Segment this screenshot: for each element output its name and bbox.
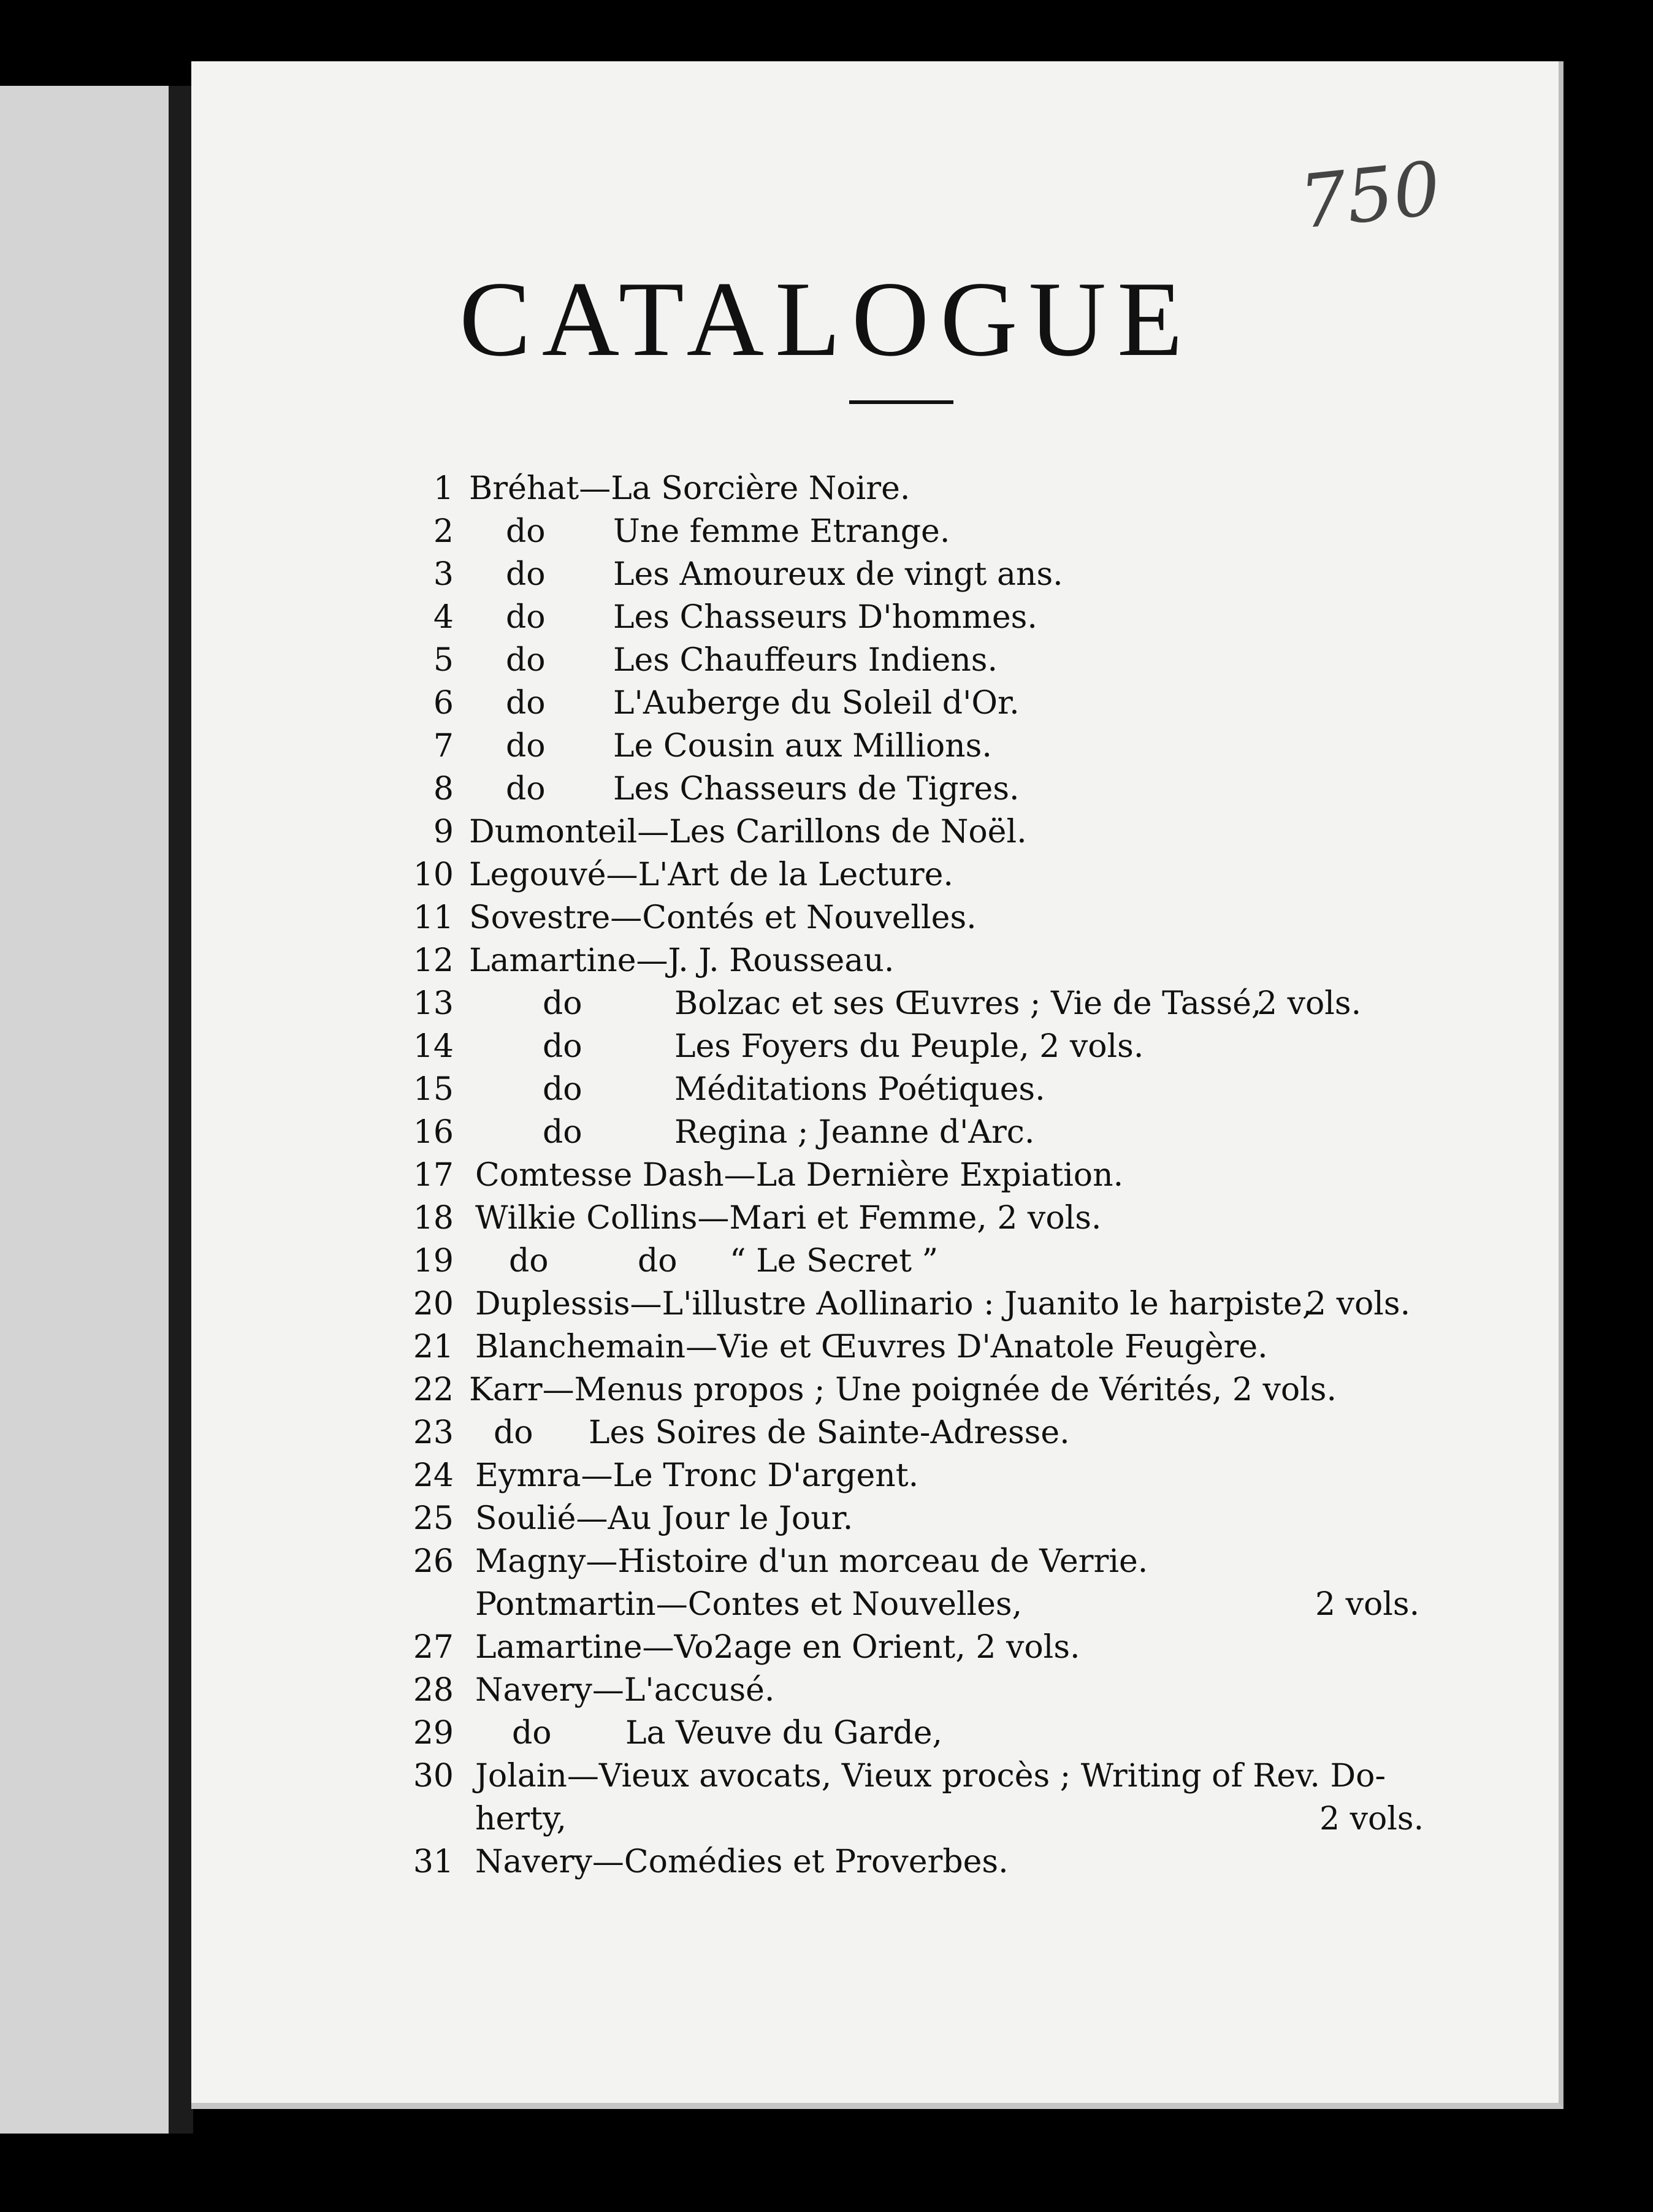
catalogue-entry: [0, 1025, 1653, 1068]
entry-author: do: [506, 513, 546, 550]
entry-number: 26: [413, 1543, 454, 1580]
entry-number: 30: [413, 1758, 454, 1794]
catalogue-entry: [0, 768, 1653, 810]
entry-title: La Veuve du Garde,: [625, 1715, 943, 1752]
entry-author: Magny—Histoire d'un morceau de Verrie.: [475, 1543, 1148, 1580]
entry-title: Bolzac et ses Œuvres ; Vie de Tassé,: [674, 985, 1262, 1022]
entry-title: Les Amoureux de vingt ans.: [613, 556, 1063, 593]
entry-number: 7: [433, 728, 454, 765]
entry-title: Méditations Poétiques.: [674, 1071, 1045, 1108]
entry-number: 4: [433, 599, 454, 636]
entry-author: Wilkie Collins—Mari et Femme, 2 vols.: [475, 1200, 1102, 1237]
entry-title: “ Le Secret ”: [730, 1243, 939, 1280]
entry-ditto: do: [638, 1243, 678, 1280]
entry-author: Karr—Menus propos ; Une poignée de Vérités, 2 vols.: [469, 1371, 1337, 1408]
page-title: CATALOGUE: [459, 259, 1194, 378]
entry-number: 8: [433, 771, 454, 807]
entry-author: do: [506, 685, 546, 722]
entry-author: Navery—L'accusé.: [475, 1672, 775, 1709]
entry-title: Une femme Etrange.: [613, 513, 950, 550]
entry-author: do: [543, 1114, 582, 1151]
entry-author: do: [506, 556, 546, 593]
entry-number: 27: [413, 1629, 454, 1666]
entry-number: 29: [413, 1715, 454, 1752]
catalogue-entry: [0, 1712, 1653, 1755]
entry-title: Le Cousin aux Millions.: [613, 728, 992, 765]
catalogue-entry: [0, 639, 1653, 682]
entry-author: Soulié—Au Jour le Jour.: [475, 1500, 853, 1537]
catalogue-entry: [0, 725, 1653, 768]
entry-number: 13: [413, 985, 454, 1022]
entry-title: Les Foyers du Peuple, 2 vols.: [674, 1028, 1144, 1065]
catalogue-entry: [0, 1798, 1653, 1840]
catalogue-entry: [0, 1283, 1653, 1325]
entry-author: do: [509, 1243, 549, 1280]
catalogue-entry: [0, 1154, 1653, 1197]
entry-volumes: 2 vols.: [1257, 985, 1362, 1022]
catalogue-entry: [0, 1669, 1653, 1712]
entry-author: Blanchemain—Vie et Œuvres D'Anatole Feugère.: [475, 1329, 1268, 1365]
entry-author: Eymra—Le Tronc D'argent.: [475, 1457, 919, 1494]
entry-author: do: [543, 1028, 582, 1065]
entry-author: Sovestre—Contés et Nouvelles.: [469, 899, 977, 936]
entry-title: Les Chasseurs de Tigres.: [613, 771, 1020, 807]
entry-number: 9: [433, 814, 454, 850]
catalogue-entry: [0, 1626, 1653, 1669]
catalogue-entry: [0, 467, 1653, 510]
entry-number: 21: [413, 1329, 454, 1365]
entry-title: Les Chasseurs D'hommes.: [613, 599, 1037, 636]
entry-number: 19: [413, 1243, 454, 1280]
entry-number: 22: [413, 1371, 454, 1408]
catalogue-entry: [0, 1111, 1653, 1154]
entry-volumes: 2 vols.: [1306, 1286, 1411, 1322]
catalogue-entry: [0, 596, 1653, 639]
entry-author: do: [494, 1414, 533, 1451]
entry-author: do: [506, 642, 546, 679]
catalogue-entry: [0, 1755, 1653, 1798]
entry-number: 12: [413, 942, 454, 979]
entry-title: Regina ; Jeanne d'Arc.: [674, 1114, 1035, 1151]
entry-number: 18: [413, 1200, 454, 1237]
entry-number: 14: [413, 1028, 454, 1065]
entry-number: 16: [413, 1114, 454, 1151]
entry-author: do: [506, 771, 546, 807]
entry-author: Duplessis—L'illustre Aollinario : Juanito le harpiste,: [475, 1286, 1313, 1322]
entry-author: herty,: [475, 1801, 567, 1837]
entry-number: 11: [413, 899, 454, 936]
entry-author: Bréhat—La Sorcière Noire.: [469, 470, 910, 507]
catalogue-entry: [0, 1197, 1653, 1240]
catalogue-entry: [0, 810, 1653, 853]
entry-author: do: [506, 728, 546, 765]
entry-author: Legouvé—L'Art de la Lecture.: [469, 856, 953, 893]
entry-title: L'Auberge du Soleil d'Or.: [613, 685, 1020, 722]
catalogue-entry: [0, 553, 1653, 596]
catalogue-entry: [0, 982, 1653, 1025]
entry-author: do: [543, 985, 582, 1022]
catalogue-entry: [0, 1411, 1653, 1454]
handwritten-number: 750: [1296, 146, 1445, 246]
entry-number: 25: [413, 1500, 454, 1537]
entry-number: 17: [413, 1157, 454, 1194]
entry-author: Dumonteil—Les Carillons de Noël.: [469, 814, 1027, 850]
entry-author: do: [543, 1071, 582, 1108]
entry-number: 2: [433, 513, 454, 550]
entry-number: 3: [433, 556, 454, 593]
catalogue-entry: [0, 853, 1653, 896]
catalogue-entry: [0, 1068, 1653, 1111]
catalogue-entry: [0, 682, 1653, 725]
catalogue-entry: [0, 510, 1653, 553]
catalogue-entry: [0, 1368, 1653, 1411]
entry-volumes: 2 vols.: [1315, 1586, 1420, 1623]
entry-number: 28: [413, 1672, 454, 1709]
entry-author: Jolain—Vieux avocats, Vieux procès ; Writing of Rev. Do-: [475, 1758, 1386, 1794]
entry-number: 10: [413, 856, 454, 893]
catalogue-entry: [0, 1540, 1653, 1583]
entry-author: do: [506, 599, 546, 636]
entry-number: 23: [413, 1414, 454, 1451]
entry-author: Pontmartin—Contes et Nouvelles,: [475, 1586, 1023, 1623]
catalogue-entry: [0, 896, 1653, 939]
entry-number: 20: [413, 1286, 454, 1322]
entry-number: 6: [433, 685, 454, 722]
catalogue-entry: [0, 1240, 1653, 1283]
catalogue-entry: [0, 1454, 1653, 1497]
catalogue-entry: [0, 939, 1653, 982]
entry-volumes: 2 vols.: [1319, 1801, 1424, 1837]
entry-number: 15: [413, 1071, 454, 1108]
entry-title: Les Soires de Sainte-Adresse.: [589, 1414, 1070, 1451]
entry-number: 24: [413, 1457, 454, 1494]
catalogue-entry: [0, 1497, 1653, 1540]
entry-number: 31: [413, 1844, 454, 1880]
catalogue-entry: [0, 1583, 1653, 1626]
entry-author: Comtesse Dash—La Dernière Expiation.: [475, 1157, 1124, 1194]
entry-title: Les Chauffeurs Indiens.: [613, 642, 998, 679]
entry-author: do: [512, 1715, 552, 1752]
catalogue-entry: [0, 1840, 1653, 1883]
catalogue-entry: [0, 1325, 1653, 1368]
entry-author: Lamartine—J. J. Rousseau.: [469, 942, 895, 979]
entry-author: Lamartine—Vo2age en Orient, 2 vols.: [475, 1629, 1080, 1666]
entry-number: 5: [433, 642, 454, 679]
entry-number: 1: [433, 470, 454, 507]
entry-author: Navery—Comédies et Proverbes.: [475, 1844, 1009, 1880]
